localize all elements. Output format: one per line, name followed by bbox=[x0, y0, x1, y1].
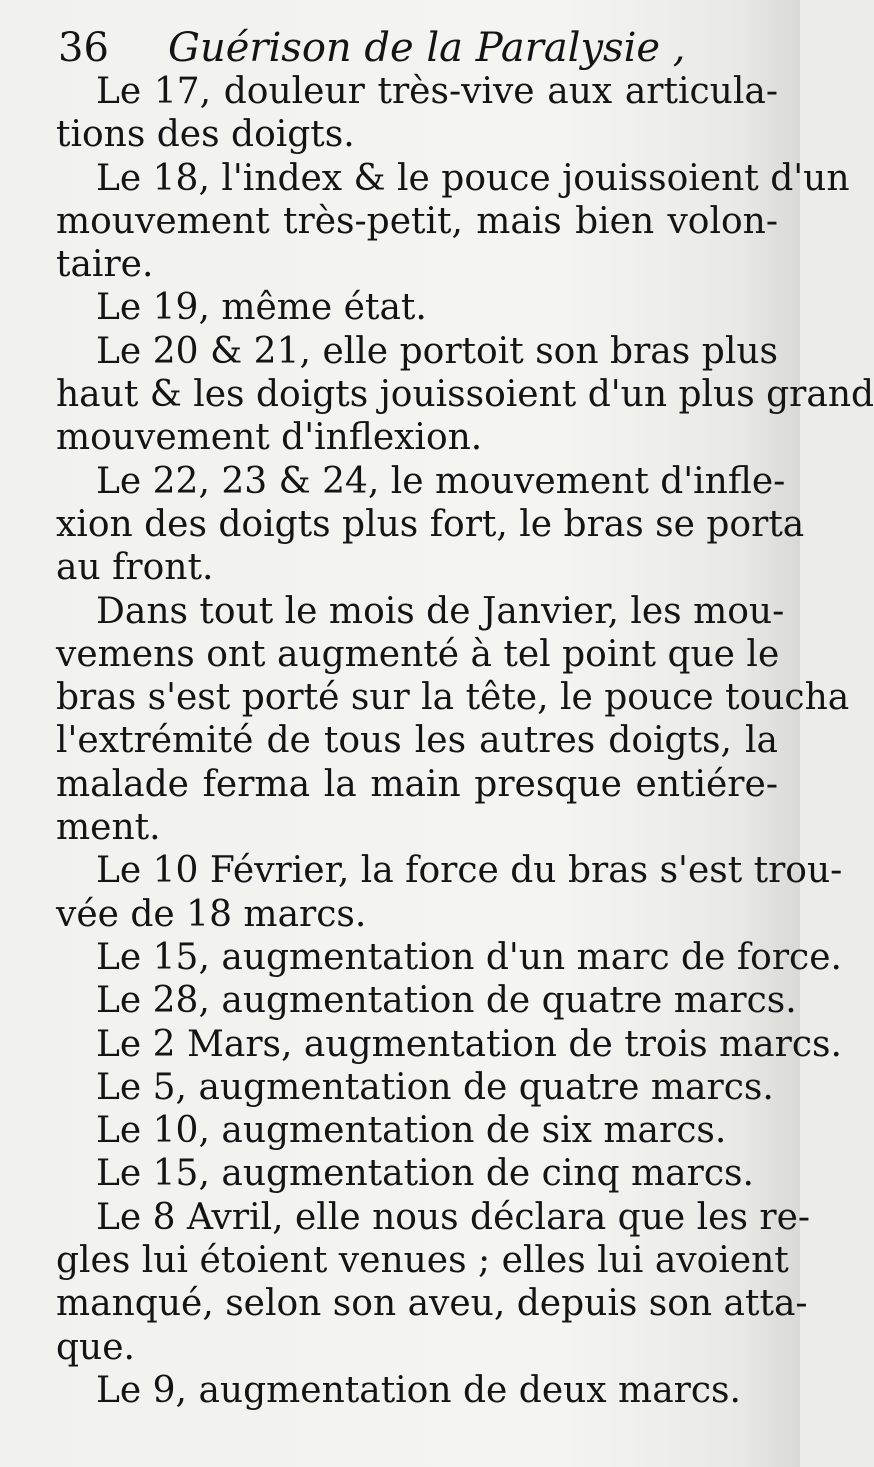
text-line: haut & les doigts jouissoient d'un plus grand bbox=[56, 374, 874, 416]
text-line: Le 17, douleur très-vive aux articula- bbox=[96, 71, 778, 112]
text-line: au front. bbox=[56, 547, 214, 589]
text-line: Le 19, même état. bbox=[96, 287, 427, 329]
text-line: mouvement très-petit, mais bien volon- bbox=[56, 200, 778, 242]
text-line: xion des doigts plus fort, le bras se porta bbox=[56, 503, 805, 545]
text-line: ment. bbox=[56, 807, 161, 849]
text-line: Le 10 Février, la force du bras s'est trou- bbox=[96, 850, 843, 892]
text-line: manqué, selon son aveu, depuis son atta- bbox=[56, 1283, 808, 1325]
text-line: Dans tout le mois de Janvier, les mou- bbox=[96, 590, 785, 632]
text-line: vemens ont augmenté à tel point que le bbox=[56, 633, 780, 675]
text-line: Le 15, augmentation de cinq marcs. bbox=[96, 1153, 754, 1195]
text-line: bras s'est porté sur la tête, le pouce toucha bbox=[56, 677, 850, 719]
text-line: Le 9, augmentation de deux marcs. bbox=[96, 1369, 741, 1411]
text-line: tions des doigts. bbox=[56, 114, 355, 156]
text-line: Le 5, augmentation de quatre marcs. bbox=[96, 1066, 774, 1108]
text-line: Le 2 Mars, augmentation de trois marcs. bbox=[96, 1023, 842, 1065]
text-line: Le 15, augmentation d'un marc de force. bbox=[96, 936, 842, 978]
text-line: Le 8 Avril, elle nous déclara que les re- bbox=[96, 1196, 811, 1238]
running-title: Guérison de la Paralysie , bbox=[168, 25, 686, 71]
text-line: Le 18, l'index & le pouce jouissoient d'un bbox=[96, 157, 850, 199]
text-line: mouvement d'inflexion. bbox=[56, 417, 483, 459]
text-line: que. bbox=[56, 1326, 135, 1368]
text-line: taire. bbox=[56, 244, 154, 286]
text-line: Le 22, 23 & 24, le mouvement d'infle- bbox=[96, 460, 786, 502]
text-line: Le 10, augmentation de six marcs. bbox=[96, 1110, 727, 1152]
text-line: Le 20 & 21, elle portoit son bras plus bbox=[96, 330, 778, 372]
page-header bbox=[58, 18, 778, 78]
text-line: vée de 18 marcs. bbox=[56, 893, 367, 935]
text-line: gles lui étoient venues ; elles lui avoient bbox=[56, 1240, 789, 1282]
text-line: Le 28, augmentation de quatre marcs. bbox=[96, 980, 797, 1022]
page-number: 36 bbox=[58, 25, 109, 71]
text-line: malade ferma la main presque entiére- bbox=[56, 763, 778, 805]
body-text bbox=[56, 70, 874, 1412]
text-line: l'extrémité de tous les autres doigts, la bbox=[56, 720, 778, 762]
